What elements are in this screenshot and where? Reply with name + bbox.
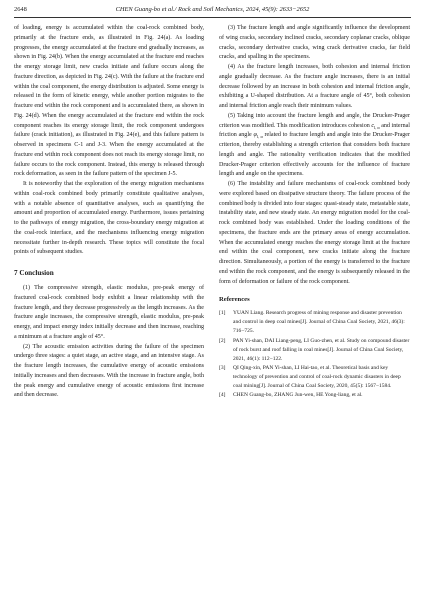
reference-text: YUAN Liang. Research progress of mining response and disaster prevention and control in deep coal mines[J]. Journal of China Coal Society, 2021, 46(3): 716−725. [233,310,405,335]
reference-item [219,309,410,336]
reference-text: QI Qing-xin, PAN Yi-shan, LI Hai-tao, et al. Theoretical basis and key technology of prevention and control of coal-rock dynamic disasters in deep coal mining[J]. Journal of China Coal Society, 2020, 45(5): 1567−1584. [233,364,401,389]
friction-angle-symbol: φ [253,132,257,139]
section-title: 7 Conclusion [14,269,54,277]
reference-text: PAN Yi-shan, DAI Liang-peng, LI Guo-zhen, et al. Study on compound disaster of rock burst and roof falling in coal mines[J]. Journal of China Coal Society, 2021, 46(1): 112−122. [233,337,410,362]
conclusion-text: and internal friction angle [219,122,410,139]
reference-number: [3] [219,364,226,371]
conclusion-item: (4) As the fracture length increases, both cohesion and internal friction angle gradually decrease. As the fracture angle increases, there is an initial decrease followed by an increase in both cohesion and internal friction angle, exhibiting a U-shaped distribution. At a fracture angle of 45°, both cohesion and internal friction angle reach their minimum values. [219,64,410,109]
conclusion-text: (5) Taking into account the fracture length and angle, the Drucker-Prager criterion was modified. This modification introduces cohesion [219,112,410,129]
conclusion-item [219,112,410,180]
reference-number: [4] [219,392,226,399]
reference-item [219,364,410,391]
conclusion-item: (3) The fracture length and angle significantly influence the development of wing cracks, secondary inclined cracks, secondary coplanar cracks, oblique cracks, secondary derivative cracks, wing crack derivative cracks, far field cracks, and spalling in the specimens. [219,25,410,61]
reference-number: [1] [219,310,226,317]
conclusion-item: (1) The compressive strength, elastic modulus, pre-peak energy of fractured coal-rock combined body exhibit a linear relationship with the fracture length, and they decrease progressively as the length increases. As the fracture angle increases, the compressive strength, elastic modulus, pre-peak energy, and impact energy index initially decrease and then increase, reaching a minimum at a fracture angle of 45°. [14,285,204,340]
running-title: CHEN Guang-bo et al./ Rock and Soil Mechanics, 2024, 45(9): 2633−2652 [115,6,310,13]
body-paragraph: of loading, energy is accumulated within the coal-rock combined body, primarily at the fracture ends, as illustrated in Fig. 24(a). As loading progresses, the energy accumulated at the fracture end gradually increases, as shown in Fig. 24(b). When the energy accumulated at the fracture end reaches the energy storage limit, new cracks initiate and failure occurs along the fracture direction, as depicted in Fig. 24(c). With the failure at the fracture end within the coal component, the energy distribution is adjusted. Some energy is released in the form of kinetic energy, while another portion migrates to the fracture end within the rock component and is accumulated there, as shown in Fig. 24(d). When the energy accumulated at the fracture end within the rock component reaches its energy storage limit, the rock component undergoes failure (crack initiation), as illustrated in Fig. 24(e), and this failure pattern is observed in specimens C-1 and J-3. When the energy accumulated at the fracture end within rock component does not reach its energy storage limit, no failure occurs to the rock component. Instead, this energy is released through rock deformation, as seen in the failure pattern of the specimen J-5. [14,25,204,178]
left-column [14,24,204,401]
body-paragraph: It is noteworthy that the exploration of the energy migration mechanisms within coal-rock combined body primarily constitute qualitative analyses, with a notable absence of quantitative analyses, such as quantifying the amount and proportion of accumulated energy. Furthermore, issues pertaining to the pathways of energy migration, the cross-boundary energy migration at the coal-rock interface, and the mechanisms influencing energy migration necessitate further in-depth research. These topics will constitute the focal points of subsequent studies. [14,181,204,256]
header-rule [14,17,411,18]
friction-angle-subscript: l, α [256,134,263,140]
right-column [219,24,410,400]
conclusion-item: (2) The acoustic emission activities during the failure of the specimen undergo three stages: a quiet stage, an active stage, and an intensive stage. As the fracture length increases, the cumulative energy of acoustic emissions initially increases and then decreases. With the increase in fracture angle, both the peak energy and cumulative energy of acoustic emissions first increase and then decrease. [14,343,204,399]
references-title: References [219,296,250,304]
cohesion-subscript: l, α [374,124,380,130]
reference-text: CHEN Guang-bo, ZHANG Jun-wen, HE Yong-liang, et al. [233,392,363,399]
page-number: 2648 [14,6,27,13]
reference-number: [2] [219,337,226,344]
reference-item [219,391,410,400]
page-header [14,4,411,16]
conclusion-text: related to fracture length and angle into the Drucker-Prager criterion, thereby establishing a strength criterion that considers both fracture length and angle. The rationality verification indicates that the modified Drucker-Prager criterion effectively accounts for the influence of fracture length and angle on the specimens. [219,132,410,178]
cohesion-symbol: c [371,122,375,129]
conclusion-item: (6) The instability and failure mechanisms of coal-rock combined body were explored based on dissipative structure theory. The failure process of the combined body is divided into four stages: quasi-steady state, metastable state, instability state, and new steady state. An energy migration model for the coal-rock combined body was established. Under the loading conditions of the specimens, the fracture ends are the primary areas of energy accumulation. When the accumulated energy reaches the energy storage limit at the fracture end within the coal component, new cracks initiate along the fracture direction. Simultaneously, a portion of the energy is transferred to the fracture end within the rock component, and the energy is subsequently released in the form of deformation or failure of the rock component. [219,181,410,285]
reference-item [219,337,410,364]
